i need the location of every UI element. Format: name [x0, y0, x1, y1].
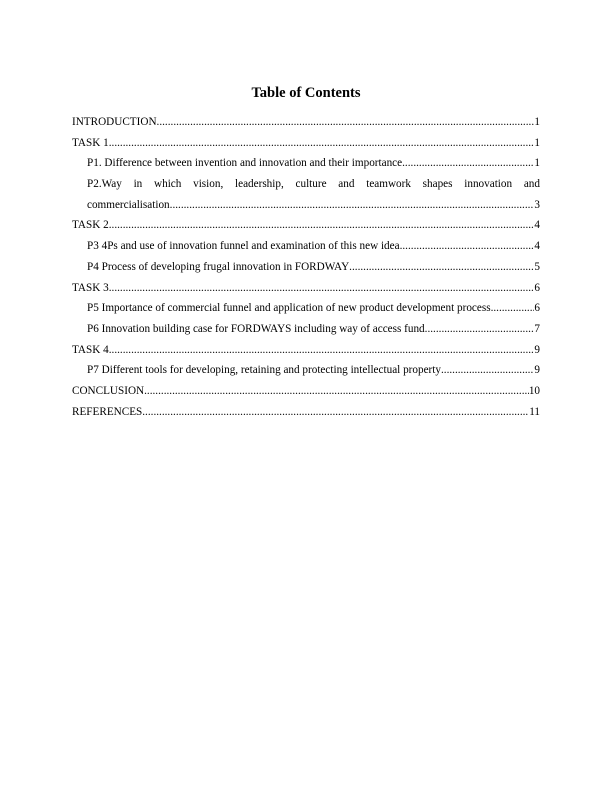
toc-entry-label: commercialisation	[87, 198, 170, 211]
toc-entry-p1[interactable]	[72, 153, 540, 174]
toc-dot-leader	[441, 360, 534, 381]
toc-entry-label: P6 Innovation building case for FORDWAYS including way of access fund	[87, 322, 425, 335]
toc-entry-task-2[interactable]	[72, 215, 540, 236]
toc-page-number: 3	[534, 198, 540, 211]
toc-entry-conclusion[interactable]	[72, 381, 540, 402]
toc-entry-label: TASK 2	[72, 219, 109, 232]
toc-page-number: 11	[529, 405, 540, 418]
toc-page-number: 9	[534, 343, 540, 356]
toc-entry-label: TASK 1	[72, 136, 109, 149]
toc-entry-p5[interactable]	[72, 298, 540, 319]
toc-entry-p6[interactable]	[72, 319, 540, 340]
toc-page-number: 10	[528, 384, 540, 397]
toc-page-number: 6	[534, 281, 540, 294]
toc-dot-leader	[491, 298, 535, 319]
toc-page-number: 6	[534, 302, 540, 315]
toc-title: Table of Contents	[251, 85, 361, 101]
toc-entry-task-3[interactable]	[72, 278, 540, 299]
toc-entry-label: P7 Different tools for developing, retaining and protecting intellectual property	[87, 364, 441, 377]
toc-entry-label: P3 4Ps and use of innovation funnel and examination of this new idea	[87, 240, 400, 253]
toc-page-number: 4	[534, 219, 540, 232]
toc-entry-p3[interactable]	[72, 236, 540, 257]
toc-entry-label-line1: P2.Way in which vision, leadership, culture and teamwork shapes innovation and	[87, 178, 540, 191]
toc-page-number: 4	[534, 240, 540, 253]
toc-dot-leader	[142, 402, 529, 423]
toc-entry-introduction[interactable]	[72, 112, 540, 133]
toc-dot-leader	[402, 153, 534, 174]
toc-page-number: 1	[534, 116, 540, 128]
toc-page-number: 1	[534, 157, 540, 170]
toc-entry-label: REFERENCES	[72, 405, 143, 418]
toc-dot-leader	[400, 236, 535, 257]
toc-dot-leader	[349, 257, 534, 278]
toc-entry-label: P4 Process of developing frugal innovation in FORDWAY	[87, 260, 350, 273]
toc-dot-leader	[109, 278, 535, 299]
toc-entry-task-4[interactable]	[72, 340, 540, 361]
toc-entry-references[interactable]	[72, 402, 540, 423]
toc-list	[72, 112, 540, 422]
toc-entry-label: TASK 3	[72, 281, 109, 294]
toc-entry-p2[interactable]	[72, 174, 540, 215]
toc-entry-label: CONCLUSION	[72, 384, 145, 397]
toc-dot-leader	[109, 215, 535, 236]
toc-dot-leader	[170, 195, 535, 216]
toc-entry-label: TASK 4	[72, 343, 109, 356]
toc-entry-label: P1. Difference between invention and innovation and their importance	[87, 157, 403, 170]
toc-dot-leader	[109, 340, 535, 361]
toc-dot-leader	[157, 112, 535, 133]
toc-entry-p4[interactable]	[72, 257, 540, 278]
toc-dot-leader	[425, 319, 535, 340]
toc-dot-leader	[109, 133, 535, 154]
toc-page-number: 7	[534, 322, 540, 335]
toc-entry-label: P5 Importance of commercial funnel and application of new product development process	[87, 302, 491, 315]
toc-entry-label: INTRODUCTION	[72, 116, 157, 128]
toc-dot-leader	[144, 381, 529, 402]
toc-page-number: 1	[534, 136, 540, 149]
toc-entry-p7[interactable]	[72, 360, 540, 381]
toc-entry-task-1[interactable]	[72, 133, 540, 154]
toc-page-number: 5	[534, 260, 540, 273]
toc-page-number: 9	[534, 364, 540, 377]
